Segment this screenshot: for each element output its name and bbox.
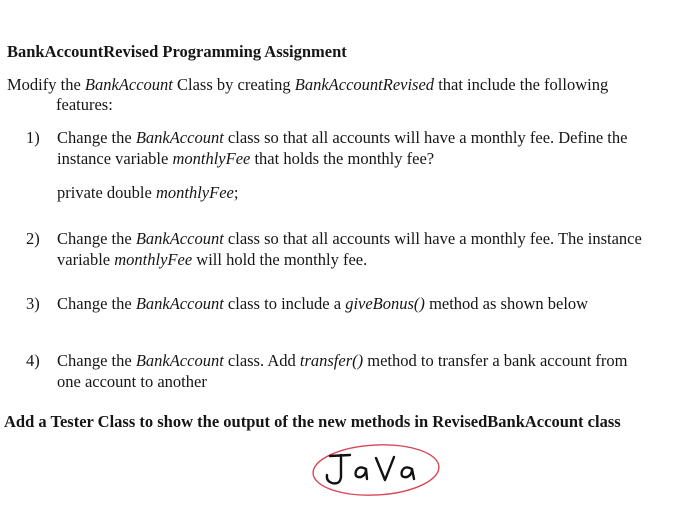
list-item-2-line-2 [57, 250, 367, 270]
method-name: giveBonus() [345, 294, 425, 313]
class-name: BankAccount [135, 351, 224, 370]
intro-line-1 [7, 75, 608, 95]
tester-instruction: Add a Tester Class to show the output of the new methods in RevisedBankAccount class [4, 412, 621, 431]
text: class so that all accounts will have a monthly fee. The instance [223, 229, 642, 248]
text: variable [57, 250, 115, 269]
text: Change the [57, 128, 136, 147]
text: Change the [57, 351, 136, 370]
handwritten-word [327, 455, 414, 483]
text: method as shown below [424, 294, 589, 313]
text: method to transfer a bank account from [363, 351, 628, 370]
list-item-3-line-1 [57, 294, 588, 314]
intro-class-name: BankAccount [84, 75, 173, 94]
text: class to include a [223, 294, 346, 313]
variable-name: monthlyFee [155, 183, 234, 202]
text: Change the [57, 229, 136, 248]
list-item-1-line-1 [57, 128, 627, 148]
handwritten-java-stamp [310, 442, 446, 498]
text: instance variable [57, 149, 173, 168]
intro-text: that include the following [434, 75, 609, 94]
text: class. Add [223, 351, 300, 370]
intro-revised-class-name: BankAccountRevised [294, 75, 435, 94]
class-name: BankAccount [135, 294, 224, 313]
class-name: BankAccount [135, 128, 224, 147]
list-item-4-line-2: one account to another [57, 372, 207, 391]
intro-line-2: features: [56, 95, 113, 114]
intro-text: Modify the [7, 75, 85, 94]
stamp-ring [312, 442, 440, 498]
class-name: BankAccount [135, 229, 224, 248]
text: will hold the monthly fee. [192, 250, 368, 269]
document-title: BankAccountRevised Programming Assignment [7, 42, 347, 61]
text: class so that all accounts will have a monthly fee. Define the [223, 128, 628, 147]
list-item-1-line-2 [57, 149, 434, 169]
list-item-number: 3) [26, 294, 40, 313]
text: private double [57, 183, 156, 202]
variable-name: monthlyFee [114, 250, 193, 269]
list-item-number: 1) [26, 128, 40, 147]
text: that holds the monthly fee? [250, 149, 435, 168]
list-item-number: 2) [26, 229, 40, 248]
list-item-4-line-1 [57, 351, 628, 371]
list-item-number: 4) [26, 351, 40, 370]
intro-text: Class by creating [172, 75, 295, 94]
method-name: transfer() [299, 351, 364, 370]
variable-name: monthlyFee [172, 149, 251, 168]
text: ; [233, 183, 239, 202]
text: Change the [57, 294, 136, 313]
code-declaration [57, 183, 238, 203]
list-item-2-line-1 [57, 229, 642, 249]
